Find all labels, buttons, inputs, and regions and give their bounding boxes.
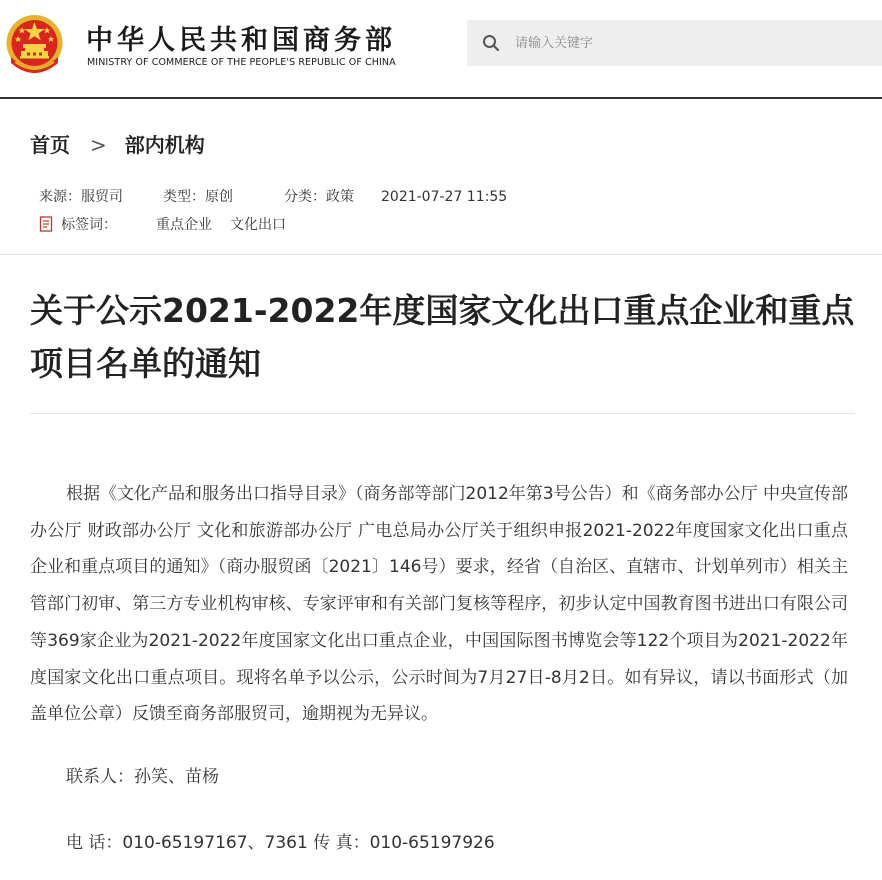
- site-header: [0, 0, 882, 99]
- article-meta: [39, 186, 507, 206]
- article-body: 根据《文化产品和服务出口指导目录》（商务部等部门2012年第3号公告）和《商务部办公厅 中央宣传部办公厅 财政部办公厅 文化和旅游部办公厅 广电总局办公厅关于组织申报2021-2022年度国家文化出口重点企业和重点项目的通知》（商办服贸函〔2021〕146号）要求，经省（自治区、直辖市、计划单列市）相关主管部门初审、第三方专业机构审核、专家评审和有关部门复核等程序，初步认定中国教育图书进出口有限公司等369家企业为2021-2022年度国家文化出口重点企业，中国国际图书博览会等122个项目为2021-2022年度国家文化出口重点项目。现将名单予以公示，公示时间为7月27日-8月2日。如有异议，请以书面形式（加盖单位公章）反馈至商务部服贸司，逾期视为无异议。: [30, 484, 848, 725]
- meta-category: 分类：政策: [284, 189, 354, 205]
- breadcrumb-separator: >: [90, 133, 107, 157]
- tag-icon: [39, 216, 53, 232]
- national-emblem-icon[interactable]: [5, 13, 64, 77]
- breadcrumb-home-link[interactable]: 首页: [30, 133, 70, 157]
- search-bar[interactable]: [467, 20, 882, 66]
- tag-link[interactable]: 重点企业: [156, 217, 212, 233]
- article-phone: 电 话：010-65197167、7361 传 真：010-65197926: [66, 833, 495, 853]
- ministry-name-cn[interactable]: 中华人民共和国商务部: [86, 25, 396, 56]
- tag-link[interactable]: 文化出口: [230, 217, 286, 233]
- divider: [0, 254, 882, 255]
- meta-datetime: 2021-07-27 11:55: [381, 189, 508, 205]
- divider: [30, 413, 855, 414]
- search-input[interactable]: [515, 20, 875, 66]
- breadcrumb-current-link[interactable]: 部内机构: [124, 133, 205, 157]
- breadcrumb: [30, 129, 205, 158]
- meta-type: 类型：原创: [163, 189, 233, 205]
- meta-source: 来源：服贸司: [39, 189, 123, 205]
- tags-row: [39, 214, 304, 234]
- tags-label: 标签词：: [61, 217, 117, 233]
- ministry-name-en[interactable]: MINISTRY OF COMMERCE OF THE PEOPLE'S REPUBLIC OF CHINA: [87, 57, 396, 68]
- article-title: 关于公示2021-2022年度国家文化出口重点企业和重点项目名单的通知: [30, 291, 855, 383]
- search-icon[interactable]: [481, 33, 501, 53]
- article-contact: 联系人：孙笑、苗杨: [66, 767, 219, 787]
